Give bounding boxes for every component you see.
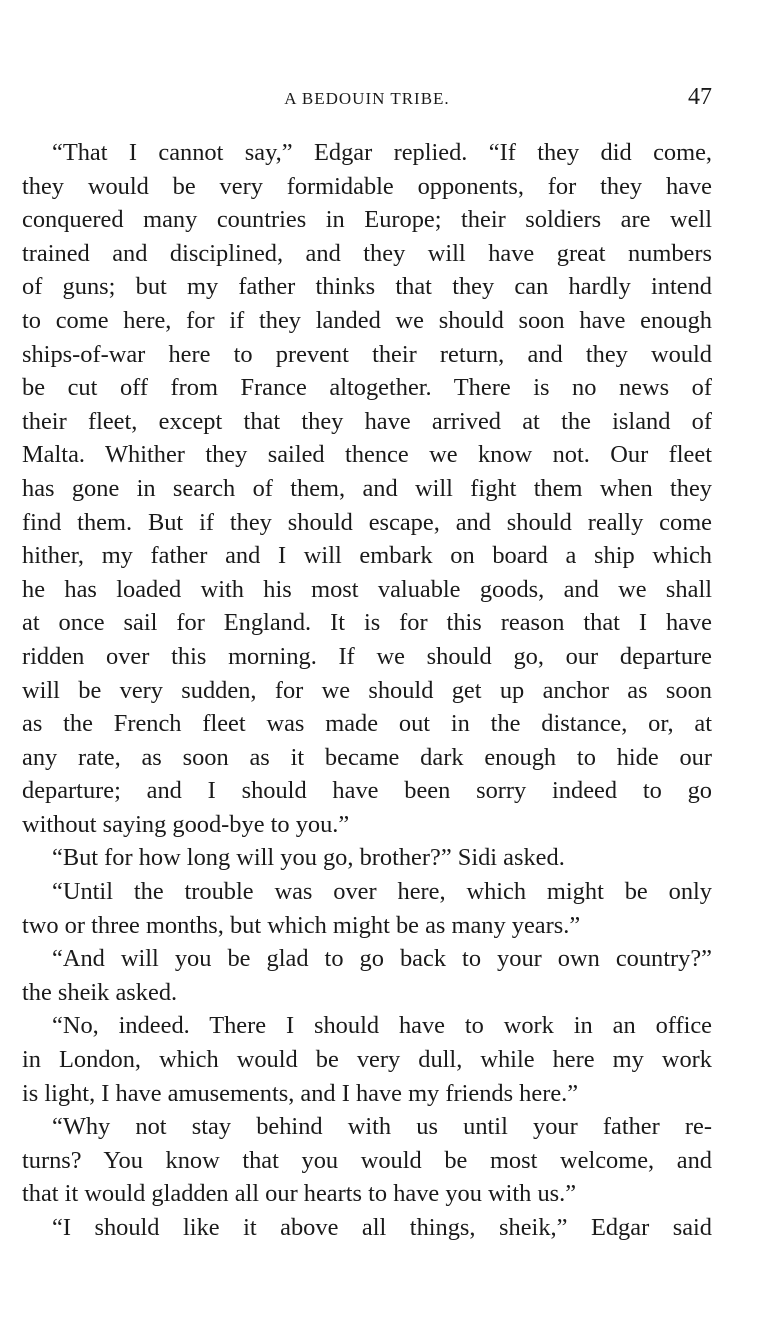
text-line: Malta. Whither they sailed thence we know not. Our fleet [22, 441, 712, 469]
text-line: has gone in search of them, and will fight them when they [22, 474, 712, 502]
text-line: in London, which would be very dull, while here my work [22, 1046, 712, 1074]
body-text [22, 136, 712, 1245]
text-line: to come here, for if they landed we should soon have enough [22, 306, 712, 334]
text-line: ships-of-war here to prevent their return, and they would [22, 340, 712, 368]
text-line: will be very sudden, for we should get up anchor as soon [22, 676, 712, 704]
text-line: “Why not stay behind with us until your father re- [52, 1113, 712, 1141]
text-line: “Until the trouble was over here, which might be only [52, 878, 712, 906]
text-line: turns? You know that you would be most welcome, and [22, 1146, 712, 1174]
text-line: “And will you be glad to go back to your own country?” [52, 945, 712, 973]
running-head [22, 84, 712, 114]
text-line: their fleet, except that they have arrived at the island of [22, 407, 712, 435]
text-line: at once sail for England. It is for this reason that I have [22, 609, 712, 637]
text-line: “That I cannot say,” Edgar replied. “If they did come, [52, 139, 712, 166]
text-line: without saying good-bye to you.” [22, 810, 350, 838]
text-line: as the French fleet was made out in the distance, or, at [22, 710, 712, 738]
text-line: “No, indeed. There I should have to work in an office [52, 1012, 712, 1040]
text-line: ridden over this morning. If we should go, our departure [22, 642, 712, 670]
text-line: departure; and I should have been sorry indeed to go [22, 777, 712, 805]
text-line: hither, my father and I will embark on board a ship which [22, 542, 712, 570]
text-line: the sheik asked. [22, 978, 178, 1006]
text-line: any rate, as soon as it became dark enough to hide our [22, 743, 712, 771]
text-line: be cut off from France altogether. There is no news of [22, 374, 712, 402]
text-line: conquered many countries in Europe; their soldiers are well [22, 206, 712, 234]
running-title: A BEDOUIN TRIBE. [284, 89, 450, 108]
text-line: trained and disciplined, and they will have great numbers [22, 239, 712, 267]
text-line: they would be very formidable opponents, for they have [22, 172, 712, 200]
text-line: of guns; but my father thinks that they can hardly intend [22, 273, 712, 301]
text-line: he has loaded with his most valuable goods, and we shall [22, 575, 712, 603]
text-line: “But for how long will you go, brother?” Sidi asked. [52, 844, 565, 872]
text-line: two or three months, but which might be as many years.” [22, 911, 581, 939]
text-line: is light, I have amusements, and I have my friends here.” [22, 1079, 579, 1107]
text-line: that it would gladden all our hearts to have you with us.” [22, 1180, 577, 1208]
text-line: find them. But if they should escape, and should really come [22, 508, 712, 536]
text-line: “I should like it above all things, sheik,” Edgar said [52, 1214, 712, 1241]
page-number: 47 [688, 84, 712, 110]
